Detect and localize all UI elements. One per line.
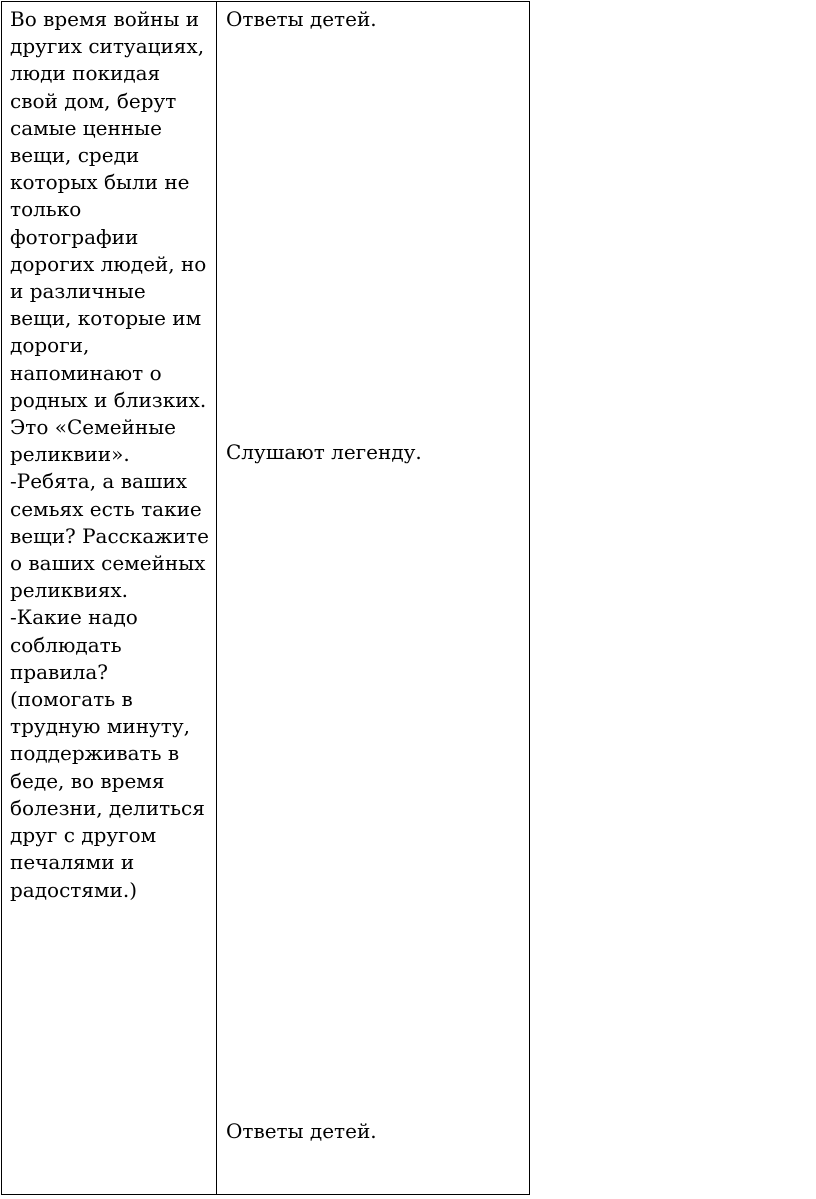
text-line: -Какие надо [10,605,138,630]
text-line: только [10,197,82,222]
text-line: других ситуациях, [10,34,205,59]
children-answers-text-2: Ответы детей. [226,1119,377,1143]
text-line: беде, во время [10,768,165,793]
text-line: дороги, [10,333,90,358]
text-line: (помогать в [10,687,133,712]
text-line: правила? [10,659,108,684]
text-line: поддерживать в [10,741,180,766]
text-line: трудную минуту, [10,714,190,739]
text-line: фотографии [10,224,139,249]
text-line: самые ценные [10,115,162,140]
listen-legend-text: Слушают легенду. [226,440,422,464]
children-answers-text: Ответы детей. [226,7,377,31]
text-line: семьях есть такие [10,496,202,521]
text-line: дорогих людей, но [10,251,207,276]
text-line: радостями.) [10,877,138,902]
text-line: и различные [10,279,146,304]
text-line: болезни, делиться [10,795,205,820]
text-line: Это «Семейные [10,415,176,440]
text-line: реликвии». [10,442,130,467]
text-line: печалями и [10,850,135,875]
text-line: вещи, которые им [10,306,202,331]
text-line: соблюдать [10,632,122,657]
text-line: люди покидая [10,61,161,86]
teacher-activity-cell [10,6,214,904]
text-line: Во время войны и [10,7,200,31]
text-line: -Ребята, а ваших [10,469,188,494]
text-line: родных и близких. [10,387,207,412]
text-line: вещи, среди [10,143,140,168]
text-line: напоминают о [10,360,162,385]
lesson-table [1,1,530,1195]
text-line: которых были не [10,170,190,195]
text-line: свой дом, берут [10,88,177,113]
text-line: о ваших семейных [10,551,206,576]
text-line: реликвиях. [10,578,129,603]
column-divider [216,2,217,1194]
text-line: вещи? Расскажите [10,523,209,548]
text-line: друг с другом [10,823,157,848]
